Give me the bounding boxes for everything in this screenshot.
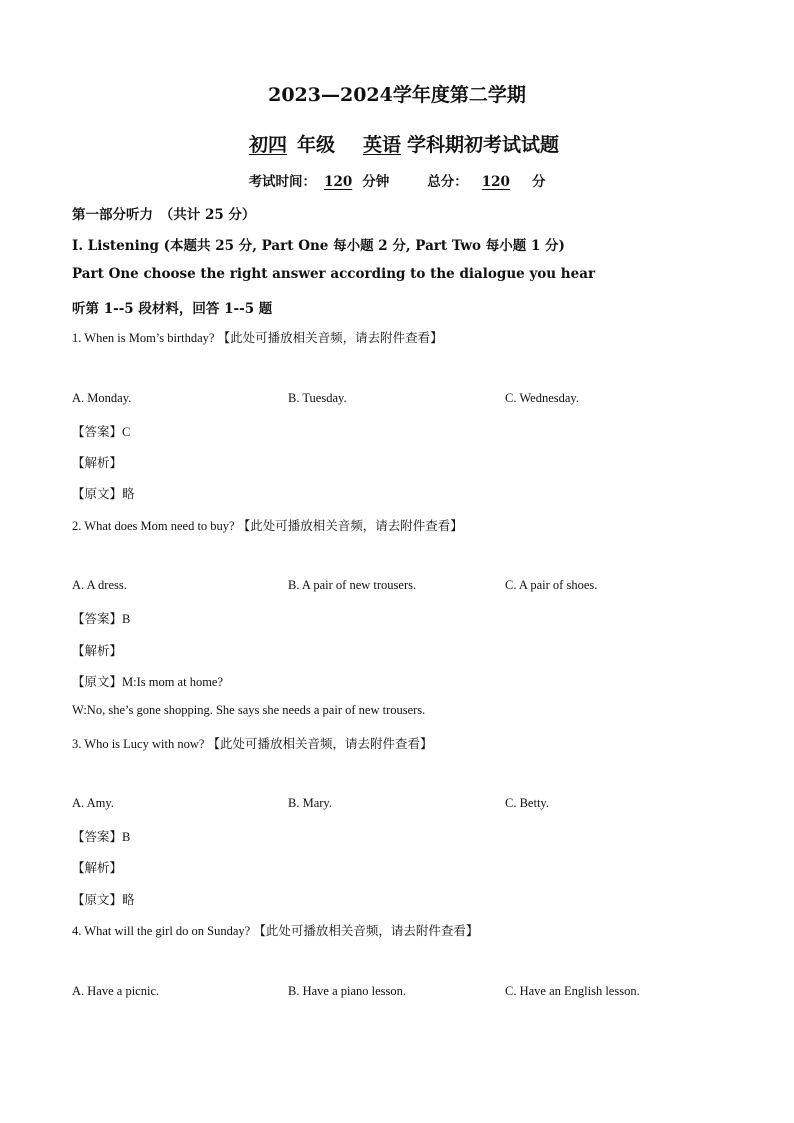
option-a: A. Have a picnic.: [72, 984, 160, 998]
option-c: C. A pair of shoes.: [505, 578, 598, 592]
grade-suffix: 年级: [296, 134, 335, 156]
original-text: 【原文】略: [72, 487, 135, 501]
option-b: B. Mary.: [288, 796, 332, 810]
grade-value: 初四: [248, 134, 287, 156]
exam-title-text: 学科期初考试试题: [407, 134, 560, 156]
option-c: C. Have an English lesson.: [505, 984, 640, 998]
dialogue-line: W:No, she’s gone shopping. She says she needs a pair of new trousers.: [72, 703, 426, 717]
option-a: A. A dress.: [72, 578, 127, 592]
question-stem: 4. What will the girl do on Sunday? 【此处可播放相关音频，请去附件查看】: [72, 924, 479, 938]
answer: 【答案】C: [72, 425, 131, 439]
original-text: 【原文】M:Is mom at home?: [72, 675, 224, 689]
part-one-heading: Part One choose the right answer according to the dialogue you hear: [72, 266, 596, 282]
analysis: 【解析】: [72, 456, 123, 470]
original-text: 【原文】略: [72, 893, 135, 907]
exam-year-title: 2023—2024学年度第二学期: [268, 84, 526, 106]
exam-meta: [0, 170, 794, 190]
subject-value: 英语: [363, 134, 402, 156]
option-b: B. A pair of new trousers.: [288, 578, 417, 592]
score-value: 120: [481, 174, 510, 190]
analysis: 【解析】: [72, 644, 123, 658]
option-c: C. Betty.: [505, 796, 549, 810]
time-value: 120: [324, 174, 353, 190]
exam-title: [0, 130, 794, 157]
option-a: A. Monday.: [72, 391, 132, 405]
instruction: 听第 1--5 段材料，回答 1--5 题: [72, 301, 273, 317]
option-c: C. Wednesday.: [505, 391, 579, 405]
option-a: A. Amy.: [72, 796, 114, 810]
question-stem: 1. When is Mom’s birthday? 【此处可播放相关音频，请去附件查看】: [72, 331, 443, 345]
option-b: B. Tuesday.: [288, 391, 347, 405]
part-title: 第一部分听力 （共计 25 分）: [72, 207, 256, 223]
time-unit: 分钟: [362, 174, 390, 190]
time-label: 考试时间：: [248, 174, 317, 190]
score-unit: 分: [531, 174, 546, 190]
answer: 【答案】B: [72, 612, 131, 626]
analysis: 【解析】: [72, 861, 123, 875]
question-stem: 3. Who is Lucy with now? 【此处可播放相关音频，请去附件查看】: [72, 737, 433, 751]
answer: 【答案】B: [72, 830, 131, 844]
score-label: 总分：: [427, 174, 468, 190]
question-stem: 2. What does Mom need to buy? 【此处可播放相关音频，请去附件查看】: [72, 519, 463, 533]
listening-heading: I. Listening (本题共 25 分, Part One 每小题 2 分, Part Two 每小题 1 分): [72, 238, 565, 254]
option-b: B. Have a piano lesson.: [288, 984, 407, 998]
